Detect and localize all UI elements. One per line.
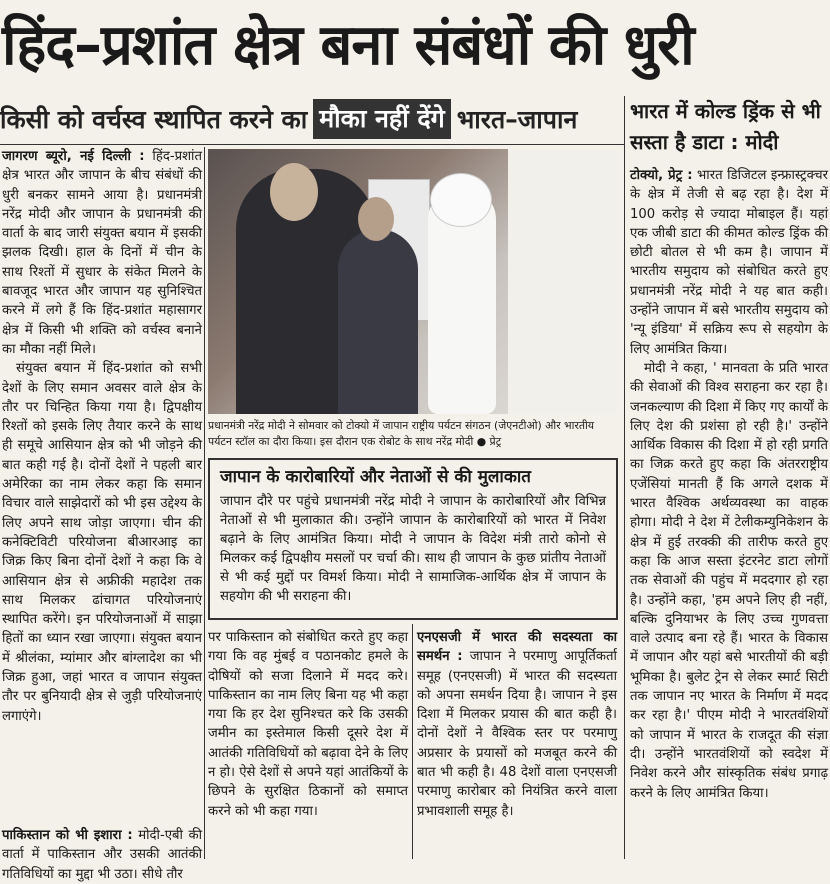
photo-person-modi-head (270, 163, 318, 221)
byline: जागरण ब्यूरो, नई दिल्ली : (2, 149, 145, 164)
photo-person-official (338, 229, 418, 414)
article-column-1-end (2, 826, 202, 882)
article-column-2 (208, 628, 408, 859)
boxed-story (208, 458, 618, 620)
paragraph: मोदी ने कहा, ' मानवता के प्रति भारत की सेवाओं की विश्व सराहना कर रहा है। जनकल्याण की दिशा में किए गए कार्यों के लिए देश की प्रशंसा हो रही है।' उन्होंने आर्थिक विकास की दिशा में हो रही प्रगति का जिक्र करते हुए कहा कि अंतरराष्ट्रीय एजेंसियां मानती हैं कि अगले दशक में भारत वैश्विक अर्थव्यवस्था का वाहक होगा। मोदी ने देश में टेलीकम्युनिकेशन के क्षेत्र में हुई तरक्की की तारीफ करते हुए कहा कि आज सस्ता इंटरनेट डाटा लोगों तक सेवाओं की पहुंच में मददगार हो रहा है। उन्होंने कहा, 'हम अपने लिए ही नहीं, बल्कि दुनियाभर के लिए उच्च गुणवत्ता वाले उत्पाद बना रहे हैं। भारत के विकास में जापान और यहां बसे भारतीयों की बड़ी भूमिका है। बुलेट ट्रेन से लेकर स्मार्ट सिटी तक जापान नए भारत के निर्माण में मदद कर रहा है।' पीएम मोदी ने भारतवंशियों को जापान में भारत के राजदूत की संज्ञा दी। उन्होंने भारतवंशियों को स्वदेश में निवेश करने और सांस्कृतिक संबंध प्रगाढ़ करने के लिए आमंत्रित किया। (630, 360, 828, 801)
boxed-story-body: जापान दौरे पर पहुंचे प्रधानमंत्री नरेंद्र मोदी ने जापान के कारोबारियों और विभिन्न नेताओं से भी मुलाकात की। उन्होंने जापान के कारोबारियों को भारत में निवेश बढ़ाने के लिए आमंत्रित किया। मोदी ने जापान के विदेश मंत्री तारो कोनो से मिलकर कई द्विपक्षीय मसलों पर चर्चा की। साथ ही जापान के कुछ प्रांतीय नेताओं से भी कई मुद्दों पर विमर्श किया। मोदी ने सामाजिक-आर्थिक क्षेत्र में जापान के सहयोग की भी सराहना की। (220, 494, 606, 604)
photo-person-official-head (358, 197, 394, 241)
sub-headline-part1: किसी को वर्चस्व स्थापित करने का (0, 105, 308, 134)
subhead-rule (0, 144, 624, 145)
boxed-story-title: जापान के कारोबारियों और नेताओं से की मुलाकात (220, 467, 531, 487)
news-photo (208, 149, 618, 414)
side-byline: टोक्यो, प्रेट्र : (630, 168, 693, 183)
sub-headline-highlight: मौका नहीं देंगे (313, 99, 450, 139)
pakistan-subhead: पाकिस्तान को भी इशारा : (2, 828, 133, 843)
paragraph: संयुक्त बयान में हिंद-प्रशांत को सभी देशों के लिए समान अवसर वाले क्षेत्र के तौर पर चिन्हित किया गया है। द्विपक्षीय रिश्तों को इसके लिए तैयार करने के साथ ही समूचे आसियान क्षेत्र को भी जोड़ने की बात कही गई है। दोनों देशों ने पहली बार अमेरिका का नाम लेकर कहा कि समान विचार वाले साझेदारों को भी इस उद्देश्य के लिए अपने साथ जोड़ा जाएगा। चीन की कनेक्टिविटी परियोजना बीआरआइ का जिक्र किए बिना दोनों देशों ने कहा कि वे आसियान क्षेत्र से अफ्रीकी महादेश तक साथ मिलकर ढांचागत परियोजनाएं स्थापित करेंगे। इन परियोजनाओं में साझा हितों का ध्यान रखा जाएगा। संयुक्त बयान में श्रीलंका, म्यांमार और बांग्लादेश का भी जिक्र हुआ, जहां भारत व जापान संयुक्त तौर पर बुनियादी क्षेत्र से जुड़ी परियोजनाएं लगाएंगे। (2, 361, 202, 724)
column-divider-bottom (412, 624, 413, 859)
paragraph: पर पाकिस्तान को संबोधित करते हुए कहा गया कि वह मुंबई व पठानकोट हमले के दोषियों को सजा दिलाने में मदद करे। पाकिस्तान का नाम लिए बिना यह भी कहा गया कि हर देश सुनिश्चत करे कि उसकी जमीन का इस्तेमाल किसी दूसरे देश में आतंकी गतिविधियों को बढ़ावा देने के लिए न हो। ऐसे देशों से अपने यहां आतंकियों के छिपने के सुरक्षित ठिकानों को समाप्त करने को भी कहा गया। (208, 630, 408, 819)
article-column-1 (2, 147, 202, 825)
nsg-subhead: एनएसजी में भारत की सदस्यता का समर्थन : (417, 630, 617, 665)
photo-background-panel (508, 149, 618, 414)
lead-text: हिंद-प्रशांत क्षेत्र भारत और जापान के बीच संबंधों की धुरी बनकर सामने आया है। प्रधानमंत्री नरेंद्र मोदी और जापान के प्रधानमंत्री की वार्ता के बाद जारी संयुक्त बयान में इसकी झलक दिखी। हाल के दिनों में चीन के साथ रिश्तों में सुधार के संकेत मिलने के बावजूद भारत और जापान यह सुनिश्चित करने में लगे हैं कि हिंद-प्रशांत महासागर क्षेत्र में किसी भी शक्ति को वर्चस्व बनाने का मौका नहीं मिले। (2, 149, 202, 357)
side-story-column (630, 166, 828, 859)
nsg-text: जापान ने परमाणु आपूर्तिकर्ता समूह (एनएसजी) में भारत की सदस्यता को अपना समर्थन दिया है। जापान ने इस दिशा में मिलकर प्रयास की बात कही है। दोनों देशों ने वैश्विक स्तर पर परमाणु अप्रसार के प्रयासों को मजबूत करने की बात भी कही है। 48 देशों वाला एनएसजी परमाणु कारोबार को नियंत्रित करने वाला प्रभावशाली समूह है। (417, 649, 617, 819)
main-headline: हिंद–प्रशांत क्षेत्र बना संबंधों की धुरी (2, 13, 694, 78)
pakistan-text: मोदी-एबी की वार्ता में पाकिस्तान और उसकी आतंकी गतिविधियों का मुद्दा भी उठा। सीधे तौर (2, 828, 202, 882)
side-lead-text: भारत डिजिटल इन्फ्रास्ट्रक्चर के क्षेत्र में तेजी से बढ़ रहा है। देश में 100 करोड़ से ज्यादा मोबाइल हैं। यहां एक जीबी डाटा की कीमत कोल्ड ड्रिंक की छोटी बोतल से भी कम है। जापान में भारतीय समुदाय को संबोधित करते हुए प्रधानमंत्री नरेंद्र मोदी ने यह बात कही। उन्होंने जापान में बसे भारतीय समुदाय को 'न्यू इंडिया' में सक्रिय रूप से सहयोग के लिए आमंत्रित किया। (630, 168, 828, 357)
sub-headline (0, 96, 622, 142)
column-divider-right (624, 96, 625, 859)
lead-paragraph (2, 147, 202, 359)
photo-caption: प्रधानमंत्री नरेंद्र मोदी ने सोमवार को टोक्यो में जापान राष्ट्रीय पर्यटन संगठन (जेएनटीओ) और भारतीय पर्यटन स्टॉल का दौरा किया। इस दौरान एक रोबोट के साथ नरेंद्र मोदी ● प्रेट्र (208, 419, 595, 448)
photo-robot-head (430, 173, 492, 227)
paragraph (630, 166, 828, 359)
sub-headline-part2: भारत–जापान (456, 105, 578, 134)
paragraph (417, 628, 617, 821)
paragraph (2, 826, 202, 884)
side-story-headline: भारत में कोल्ड ड्रिंक से भी सस्ता है डाटा : मोदी (630, 99, 821, 154)
article-column-3 (417, 628, 617, 859)
column-divider-left (204, 147, 205, 859)
